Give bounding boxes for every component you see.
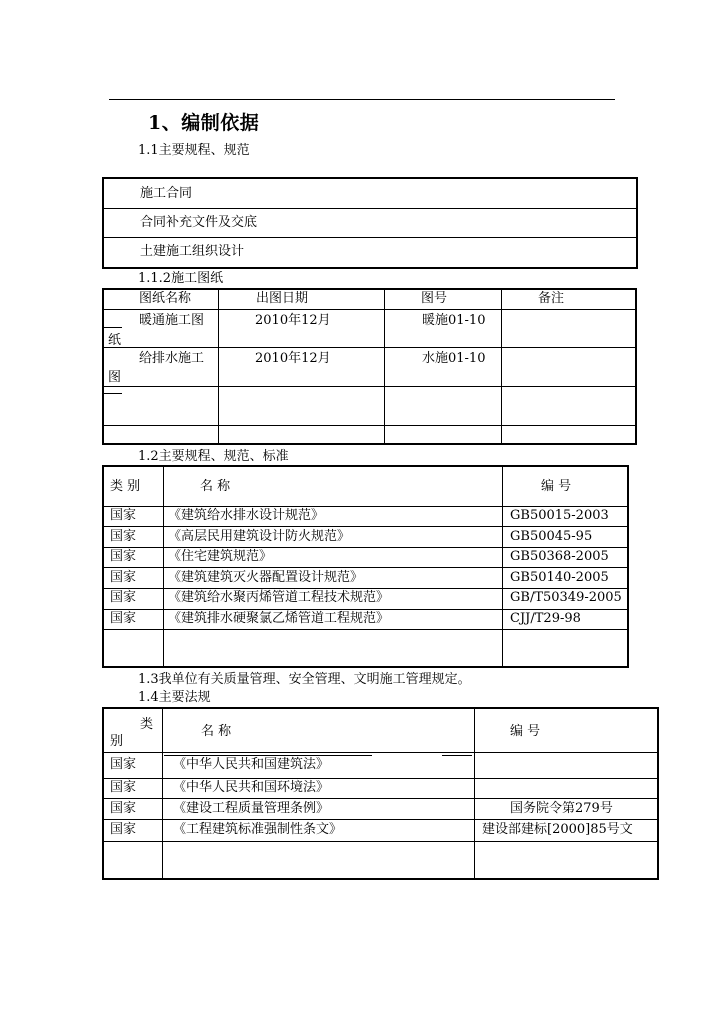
s14-title: 1.4主要法规 [138, 690, 211, 705]
drawings-side-label: 图 [108, 370, 122, 385]
drawing-date: 2010年12月 [255, 313, 331, 328]
drawings-header-note: 备注 [538, 291, 565, 306]
law-cat: 国家 [110, 801, 137, 816]
standard-cat: 国家 [110, 611, 137, 626]
law-name: 《工程建筑标准强制性条文》 [173, 822, 343, 837]
standard-cat: 国家 [110, 508, 137, 523]
standard-cat: 国家 [110, 529, 137, 544]
standard-cat: 国家 [110, 570, 137, 585]
standard-name: 《高层民用建筑设计防火规范》 [168, 529, 351, 544]
s112-title: 1.1.2施工图纸 [138, 271, 224, 286]
law-cat: 国家 [110, 780, 137, 795]
standard-name: 《建筑给水聚丙烯管道工程技术规范》 [168, 590, 390, 605]
standard-code: GB50368-2005 [510, 549, 609, 564]
s13-text: 1.3我单位有关质量管理、安全管理、文明施工管理规定。 [138, 672, 471, 687]
standard-name: 《建筑排水硬聚氯乙烯管道工程规范》 [168, 611, 390, 626]
drawing-number: 暖施01-10 [422, 313, 486, 328]
standards-header-cat: 类 别 [110, 479, 141, 494]
s12-title: 1.2主要规程、规范、标准 [138, 449, 289, 464]
header-rule [109, 99, 615, 100]
standard-name: 《住宅建筑规范》 [168, 549, 273, 564]
law-cat: 国家 [110, 757, 137, 772]
standard-code: GB50140-2005 [510, 570, 609, 585]
law-name: 《中华人民共和国环境法》 [173, 780, 330, 795]
drawings-header-number: 图号 [421, 291, 448, 306]
standard-cat: 国家 [110, 590, 137, 605]
section-title: 1、编制依据 [148, 112, 260, 134]
standard-name: 《建筑建筑灭火器配置设计规范》 [168, 570, 364, 585]
drawing-name: 暖通施工图 [139, 313, 205, 328]
laws-table [102, 707, 659, 880]
laws-header-cat: 类 [140, 717, 154, 732]
standard-code: GB50045-95 [510, 529, 593, 544]
drawing-date: 2010年12月 [255, 351, 331, 366]
laws-header-code: 编 号 [510, 724, 541, 739]
drawings-header-name: 图纸名称 [139, 291, 192, 306]
standards-header-name: 名 称 [200, 479, 231, 494]
drawings-header-date: 出图日期 [256, 291, 309, 306]
standard-code: GB/T50349-2005 [510, 590, 622, 605]
standards-header-code: 编 号 [541, 479, 572, 494]
law-code: 建设部建标[2000]85号文 [482, 822, 633, 837]
s11-item: 合同补充文件及交底 [140, 215, 258, 230]
s11-item: 施工合同 [140, 186, 193, 201]
law-code: 国务院令第279号 [510, 801, 613, 816]
law-name: 《建设工程质量管理条例》 [173, 801, 330, 816]
standard-name: 《建筑给水排水设计规范》 [168, 508, 325, 523]
drawings-table [102, 288, 637, 445]
drawings-side-label: 纸 [108, 333, 122, 348]
s11-title: 1.1主要规程、规范 [138, 143, 250, 158]
standards-table [102, 465, 629, 668]
standard-code: GB50015-2003 [510, 508, 609, 523]
laws-header-name: 名 称 [201, 724, 232, 739]
s11-item: 土建施工组织设计 [140, 244, 245, 259]
standard-code: CJJ/T29-98 [510, 611, 581, 626]
drawing-name: 给排水施工 [139, 351, 205, 366]
drawing-number: 水施01-10 [422, 351, 486, 366]
law-name: 《中华人民共和国建筑法》 [173, 757, 330, 772]
s11-table [102, 177, 638, 269]
law-cat: 国家 [110, 822, 137, 837]
laws-header-cat: 别 [110, 734, 124, 749]
standard-cat: 国家 [110, 549, 137, 564]
